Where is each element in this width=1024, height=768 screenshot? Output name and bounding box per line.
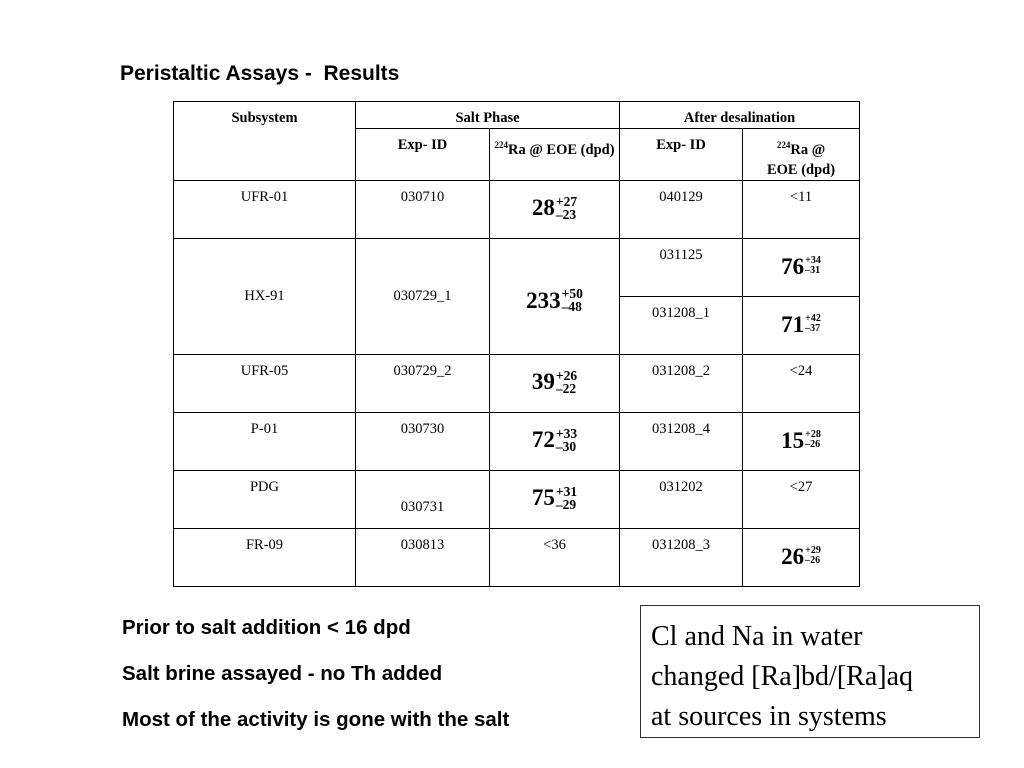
cell-subsystem: P-01 — [174, 412, 356, 470]
activity-plus: +26 — [555, 367, 578, 383]
header-ra-label-line1: Ra @ — [790, 141, 826, 158]
cell-after-exp-id: 031208_3 — [620, 528, 743, 586]
note-box — [640, 605, 980, 738]
cell-after-exp-id: 031208_4 — [620, 412, 743, 470]
activity-value — [781, 313, 821, 336]
table-row — [174, 470, 860, 528]
activity-value — [532, 369, 577, 395]
header-salt-phase: Salt Phase — [356, 102, 620, 129]
header-subsystem: Subsystem — [174, 102, 356, 181]
activity-main: 72 — [531, 427, 555, 453]
activity-main: 28 — [531, 195, 555, 221]
cell-after-exp-id: 031125 — [620, 238, 743, 296]
cell-salt-ra — [490, 412, 620, 470]
activity-plus: +33 — [555, 425, 578, 441]
activity-plus: +42 — [805, 313, 821, 325]
activity-main: 15 — [781, 427, 805, 453]
isotope-mass: 224 — [776, 140, 791, 150]
table-row — [174, 412, 860, 470]
cell-salt-ra: <36 — [490, 528, 620, 586]
activity-value — [781, 255, 821, 278]
cell-after-ra — [743, 412, 860, 470]
cell-salt-exp-id: 030730 — [356, 412, 490, 470]
cell-after-ra: <27 — [743, 470, 860, 528]
header-salt-ra — [490, 129, 620, 181]
activity-main: 76 — [781, 253, 805, 279]
cell-subsystem: UFR-01 — [174, 180, 356, 238]
header-salt-exp-id: Exp- ID — [356, 129, 490, 181]
cell-after-ra: <24 — [743, 354, 860, 412]
cell-after-exp-id: 031202 — [620, 470, 743, 528]
finding-item: Prior to salt addition < 16 dpd — [122, 616, 411, 639]
activity-minus: –22 — [555, 380, 577, 396]
cell-after-ra — [743, 238, 860, 296]
activity-value — [781, 545, 821, 568]
activity-minus: –30 — [555, 438, 577, 454]
cell-after-exp-id: 040129 — [620, 180, 743, 238]
cell-after-ra — [743, 296, 860, 354]
activity-main: 39 — [531, 369, 555, 395]
cell-salt-exp-id: 030729_1 — [356, 238, 490, 354]
table-row — [174, 238, 860, 296]
activity-main: 26 — [781, 543, 805, 569]
cell-after-ra — [743, 528, 860, 586]
activity-minus: –48 — [561, 299, 582, 315]
activity-plus: +27 — [555, 193, 578, 209]
finding-item: Salt brine assayed - no Th added — [122, 662, 443, 685]
header-ra-label: Ra @ EOE (dpd) — [507, 141, 615, 158]
table-row — [174, 354, 860, 412]
note-line: Cl and Na in water — [651, 621, 863, 652]
cell-subsystem: PDG — [174, 470, 356, 528]
note-line: at sources in systems — [651, 701, 887, 732]
activity-value — [532, 195, 577, 221]
cell-after-ra: <11 — [743, 180, 860, 238]
header-ra-label-line2: EOE (dpd) — [766, 161, 836, 178]
cell-subsystem: UFR-05 — [174, 354, 356, 412]
cell-salt-exp-id: 030710 — [356, 180, 490, 238]
results-table — [173, 101, 860, 587]
activity-plus: +50 — [561, 286, 583, 302]
finding-item: Most of the activity is gone with the salt — [122, 708, 510, 731]
activity-main: 75 — [531, 485, 555, 511]
cell-salt-ra — [490, 470, 620, 528]
activity-minus: –26 — [805, 555, 821, 567]
activity-minus: –26 — [805, 439, 821, 451]
activity-main: 233 — [526, 287, 561, 313]
activity-value — [532, 427, 577, 453]
activity-plus: +31 — [555, 483, 578, 499]
activity-minus: –37 — [805, 323, 821, 335]
table-row — [174, 180, 860, 238]
isotope-mass: 224 — [494, 140, 508, 150]
table-header-row — [174, 102, 860, 129]
header-after-desalination: After desalination — [620, 102, 860, 129]
cell-salt-exp-id: 030813 — [356, 528, 490, 586]
note-line: changed [Ra]bd/[Ra]aq — [651, 661, 913, 692]
activity-minus: –31 — [805, 265, 821, 277]
cell-after-exp-id: 031208_1 — [620, 296, 743, 354]
cell-salt-exp-id: 030729_2 — [356, 354, 490, 412]
activity-plus: +28 — [805, 429, 821, 441]
activity-value — [526, 287, 583, 313]
cell-subsystem: HX-91 — [174, 238, 356, 354]
header-after-ra — [743, 129, 860, 181]
activity-plus: +34 — [805, 255, 821, 267]
activity-minus: –23 — [555, 206, 577, 222]
table-row — [174, 528, 860, 586]
cell-after-exp-id: 031208_2 — [620, 354, 743, 412]
cell-salt-ra — [490, 238, 620, 354]
page-title: Peristaltic Assays - Results — [120, 62, 400, 85]
cell-salt-ra — [490, 354, 620, 412]
cell-salt-ra — [490, 180, 620, 238]
activity-value — [532, 485, 577, 511]
findings-list — [122, 616, 509, 754]
activity-plus: +29 — [805, 545, 821, 557]
activity-main: 71 — [781, 311, 805, 337]
cell-salt-exp-id: 030731 — [356, 470, 490, 528]
activity-minus: –29 — [555, 496, 577, 512]
cell-subsystem: FR-09 — [174, 528, 356, 586]
header-after-exp-id: Exp- ID — [620, 129, 743, 181]
activity-value — [781, 429, 821, 452]
